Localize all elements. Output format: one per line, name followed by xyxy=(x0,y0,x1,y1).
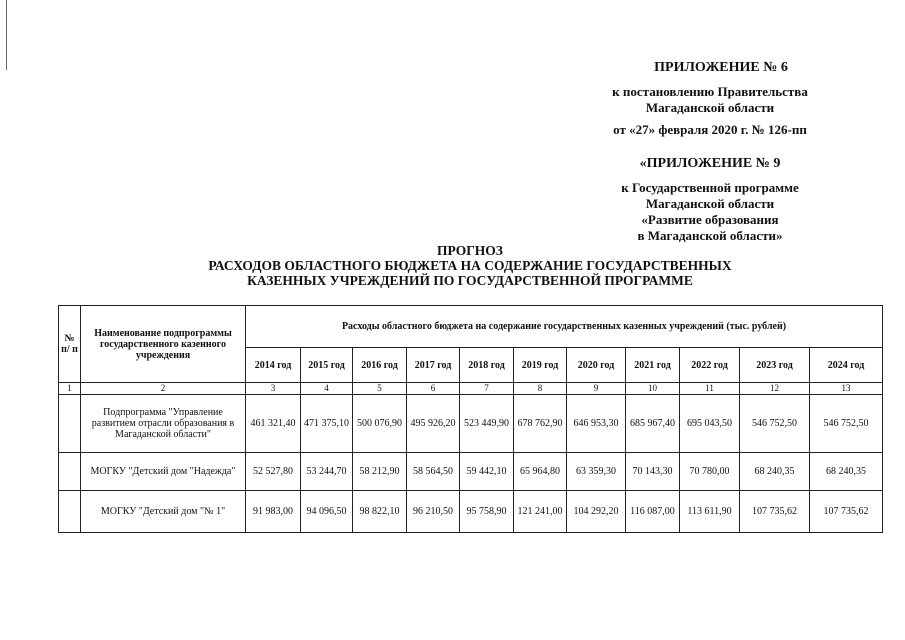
value-cell: 546 752,50 xyxy=(740,395,810,453)
value-cell: 96 210,50 xyxy=(407,491,460,533)
heading-line2: РАСХОДОВ ОБЛАСТНОГО БЮДЖЕТА НА СОДЕРЖАНИЕ ГОСУДАРСТВЕННЫХ xyxy=(208,258,732,273)
year-header: 2016 год xyxy=(353,348,407,383)
index-cell: 4 xyxy=(301,383,353,395)
col-name-header: Наименование подпрограммы государственного казенного учреждения xyxy=(81,306,246,383)
index-cell: 8 xyxy=(514,383,567,395)
value-cell: 461 321,40 xyxy=(246,395,301,453)
value-cell: 63 359,30 xyxy=(567,453,626,491)
appendix-6-title: ПРИЛОЖЕНИЕ № 6 xyxy=(654,60,788,75)
header-row xyxy=(59,306,883,348)
index-cell: 2 xyxy=(81,383,246,395)
appendix-9-title: «ПРИЛОЖЕНИЕ № 9 xyxy=(639,156,781,171)
row-num xyxy=(59,491,81,533)
year-header: 2014 год xyxy=(246,348,301,383)
index-cell: 3 xyxy=(246,383,301,395)
value-cell: 500 076,90 xyxy=(353,395,407,453)
heading-line1: ПРОГНОЗ xyxy=(437,243,503,258)
year-header: 2021 год xyxy=(626,348,680,383)
year-header: 2020 год xyxy=(567,348,626,383)
index-cell: 1 xyxy=(59,383,81,395)
appendix-6-line3: от «27» февраля 2020 г. № 126-пп xyxy=(613,122,807,137)
appendix-9-line4: в Магаданской области» xyxy=(637,228,783,243)
index-row xyxy=(59,383,883,395)
value-cell: 116 087,00 xyxy=(626,491,680,533)
value-cell: 59 442,10 xyxy=(460,453,514,491)
heading-line3: КАЗЕННЫХ УЧРЕЖДЕНИЙ ПО ГОСУДАРСТВЕННОЙ ПРОГРАММЕ xyxy=(247,273,693,288)
year-header: 2017 год xyxy=(407,348,460,383)
value-cell: 53 244,70 xyxy=(301,453,353,491)
year-header: 2023 год xyxy=(740,348,810,383)
value-cell: 678 762,90 xyxy=(514,395,567,453)
value-cell: 495 926,20 xyxy=(407,395,460,453)
table-row xyxy=(59,395,883,453)
appendix-9-line2: Магаданской области xyxy=(645,196,775,211)
row-name: Подпрограмма "Управление развитием отрасли образования в Магаданской области" xyxy=(81,395,246,453)
row-name: МОГКУ "Детский дом "Надежда" xyxy=(81,453,246,491)
appendix-9-line1: к Государственной программе xyxy=(621,180,799,195)
value-cell: 70 143,30 xyxy=(626,453,680,491)
value-cell: 68 240,35 xyxy=(810,453,883,491)
appendix-6-block xyxy=(560,60,860,138)
index-cell: 13 xyxy=(810,383,883,395)
index-cell: 6 xyxy=(407,383,460,395)
value-cell: 68 240,35 xyxy=(740,453,810,491)
year-header: 2024 год xyxy=(810,348,883,383)
value-cell: 70 780,00 xyxy=(680,453,740,491)
appendix-9-line3: «Развитие образования xyxy=(641,212,779,227)
row-num xyxy=(59,395,81,453)
value-cell: 523 449,90 xyxy=(460,395,514,453)
expenses-table xyxy=(58,305,883,533)
value-cell: 107 735,62 xyxy=(810,491,883,533)
value-cell: 58 212,90 xyxy=(353,453,407,491)
row-name: МОГКУ "Детский дом "№ 1" xyxy=(81,491,246,533)
appendix-6-line2: Магаданской области xyxy=(645,100,775,115)
value-cell: 471 375,10 xyxy=(301,395,353,453)
year-header: 2019 год xyxy=(514,348,567,383)
index-cell: 9 xyxy=(567,383,626,395)
page-edge-line xyxy=(6,0,7,70)
value-cell: 52 527,80 xyxy=(246,453,301,491)
document-heading xyxy=(130,243,810,288)
table-row xyxy=(59,491,883,533)
col-group-header: Расходы областного бюджета на содержание государственных казенных учреждений (тыс. рублей) xyxy=(246,306,883,348)
value-cell: 121 241,00 xyxy=(514,491,567,533)
col-num-header: № п/ п xyxy=(59,306,81,383)
year-header: 2015 год xyxy=(301,348,353,383)
value-cell: 107 735,62 xyxy=(740,491,810,533)
index-cell: 7 xyxy=(460,383,514,395)
value-cell: 104 292,20 xyxy=(567,491,626,533)
year-header: 2022 год xyxy=(680,348,740,383)
value-cell: 65 964,80 xyxy=(514,453,567,491)
index-cell: 12 xyxy=(740,383,810,395)
index-cell: 11 xyxy=(680,383,740,395)
year-header: 2018 год xyxy=(460,348,514,383)
value-cell: 91 983,00 xyxy=(246,491,301,533)
value-cell: 546 752,50 xyxy=(810,395,883,453)
table-row xyxy=(59,453,883,491)
value-cell: 98 822,10 xyxy=(353,491,407,533)
appendix-9-block xyxy=(560,156,860,244)
value-cell: 685 967,40 xyxy=(626,395,680,453)
value-cell: 95 758,90 xyxy=(460,491,514,533)
value-cell: 94 096,50 xyxy=(301,491,353,533)
appendix-6-line1: к постановлению Правительства xyxy=(612,84,808,99)
value-cell: 695 043,50 xyxy=(680,395,740,453)
row-num xyxy=(59,453,81,491)
value-cell: 58 564,50 xyxy=(407,453,460,491)
index-cell: 10 xyxy=(626,383,680,395)
index-cell: 5 xyxy=(353,383,407,395)
value-cell: 113 611,90 xyxy=(680,491,740,533)
value-cell: 646 953,30 xyxy=(567,395,626,453)
